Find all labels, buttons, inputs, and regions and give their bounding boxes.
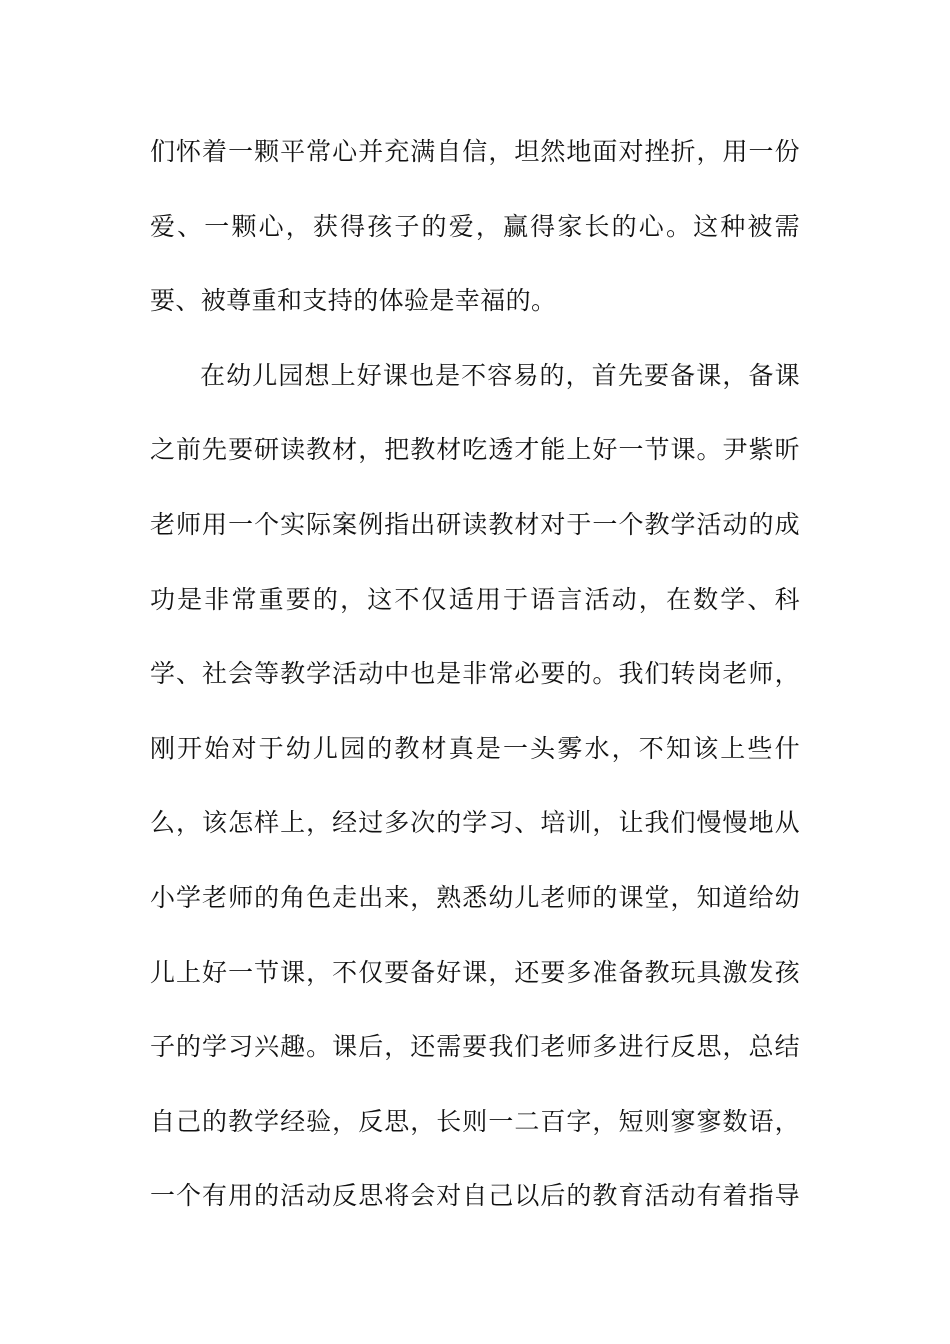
- text-line: 自己的教学经验，反思，长则一二百字，短则寥寥数语，: [150, 1106, 800, 1136]
- text-line: 子的学习兴趣。课后，还需要我们老师多进行反思，总结: [150, 1032, 800, 1062]
- text-line: 小学老师的角色走出来，熟悉幼儿老师的课堂，知道给幼: [150, 882, 800, 912]
- body-text: [150, 126, 800, 1245]
- text-line: 之前先要研读教材，把教材吃透才能上好一节课。尹紫昕: [150, 435, 800, 465]
- text-line: 儿上好一节课，不仅要备好课，还要多准备教玩具激发孩: [150, 957, 800, 987]
- text-line: 要、被尊重和支持的体验是幸福的。: [150, 286, 557, 316]
- text-line: 老师用一个实际案例指出研读教材对于一个教学活动的成: [150, 509, 800, 539]
- paragraph-2: [150, 350, 800, 1245]
- text-line: 在幼儿园想上好课也是不容易的，首先要备课，备课: [200, 360, 800, 390]
- text-line: 功是非常重要的，这不仅适用于语言活动，在数学、科: [150, 584, 800, 614]
- text-line: 学、社会等教学活动中也是非常必要的。我们转岗老师，: [150, 659, 800, 689]
- text-line: 爱、一颗心，获得孩子的爱，赢得家长的心。这种被需: [150, 211, 800, 241]
- text-line: 一个有用的活动反思将会对自己以后的教育活动有着指导: [150, 1181, 800, 1211]
- text-line: 们怀着一颗平常心并充满自信，坦然地面对挫折，用一份: [150, 137, 800, 166]
- text-line: 刚开始对于幼儿园的教材真是一头雾水，不知该上些什: [150, 733, 800, 763]
- text-line: 么，该怎样上，经过多次的学习、培训，让我们慢慢地从: [150, 808, 800, 838]
- paragraph-1: [150, 126, 800, 350]
